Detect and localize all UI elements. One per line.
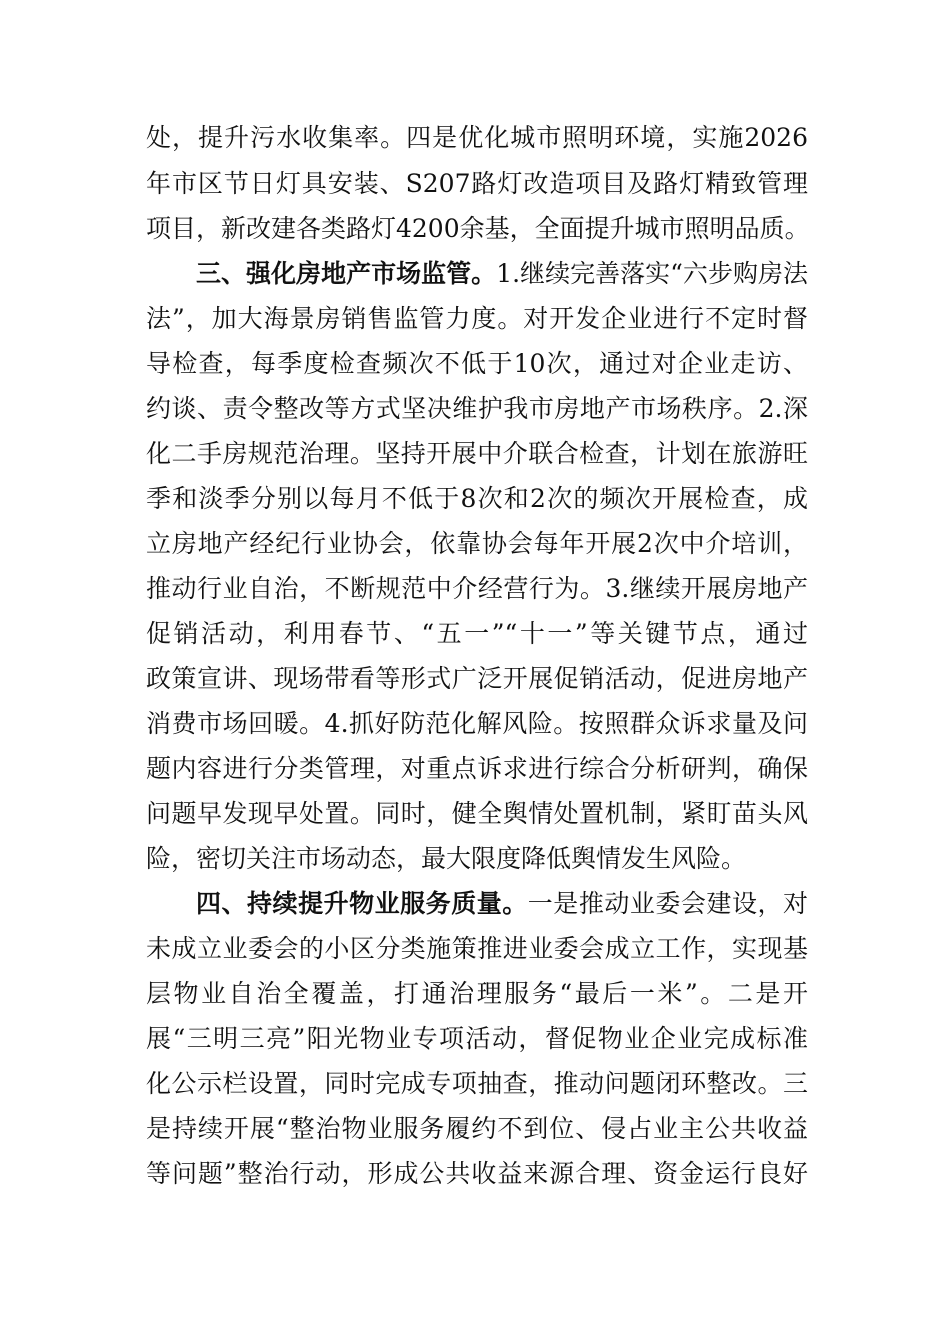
body-text-line: 题内容进行分类管理，对重点诉求进行综合分析研判，确保	[146, 754, 808, 783]
body-text-line: 消费市场回暖。4.抓好防范化解风险。按照群众诉求量及问	[146, 709, 808, 738]
body-text-line: 险，密切关注市场动态，最大限度降低舆情发生风险。	[146, 844, 747, 873]
body-text-line: 层物业自治全覆盖，打通治理服务“最后一米”。二是开	[146, 979, 808, 1008]
body-text-line: 问题早发现早处置。同时，健全舆情处置机制，紧盯苗头风	[146, 799, 808, 828]
body-text-line: 项目，新改建各类路灯4200余基，全面提升城市照明品质。	[146, 214, 810, 243]
section-heading-line	[196, 252, 808, 296]
body-text-line: 化二手房规范治理。坚持开展中介联合检查，计划在旅游旺	[146, 439, 808, 468]
body-text: 一是推动业委会建设，对	[527, 889, 808, 918]
body-text: 1.继续完善落实“六步购房法	[496, 259, 808, 288]
body-text-line: 推动行业自治，不断规范中介经营行为。3.继续开展房地产	[146, 574, 808, 603]
body-text-line: 法”，加大海景房销售监管力度。对开发企业进行不定时督	[146, 304, 808, 333]
body-text-line: 展“三明三亮”阳光物业专项活动，督促物业企业完成标准	[146, 1024, 808, 1053]
body-text-line: 政策宣讲、现场带看等形式广泛开展促销活动，促进房地产	[146, 664, 808, 693]
body-text-line: 立房地产经纪行业协会，依靠协会每年开展2次中介培训，	[146, 529, 808, 558]
body-text-line: 促销活动，利用春节、“五一”“十一”等关键节点，通过	[146, 619, 808, 648]
body-text-line: 是持续开展“整治物业服务履约不到位、侵占业主公共收益	[146, 1114, 808, 1143]
body-text-line: 处，提升污水收集率。四是优化城市照明环境，实施2026	[146, 123, 808, 152]
body-text-line: 导检查，每季度检查频次不低于10次，通过对企业走访、	[146, 349, 808, 378]
section-heading: 三、强化房地产市场监管。	[196, 259, 497, 288]
body-text-line: 未成立业委会的小区分类施策推进业委会成立工作，实现基	[146, 934, 808, 963]
body-text-line: 年市区节日灯具安装、S207路灯改造项目及路灯精致管理	[146, 169, 808, 198]
body-text-line: 约谈、责令整改等方式坚决维护我市房地产市场秩序。2.深	[146, 394, 808, 423]
section-heading: 四、持续提升物业服务质量。	[196, 889, 528, 918]
section-heading-line	[196, 882, 808, 926]
body-text-line: 季和淡季分别以每月不低于8次和2次的频次开展检查，成	[146, 484, 808, 513]
body-text-line: 化公示栏设置，同时完成专项抽查，推动问题闭环整改。三	[146, 1069, 808, 1098]
body-text-line: 等问题”整治行动，形成公共收益来源合理、资金运行良好	[146, 1159, 808, 1188]
